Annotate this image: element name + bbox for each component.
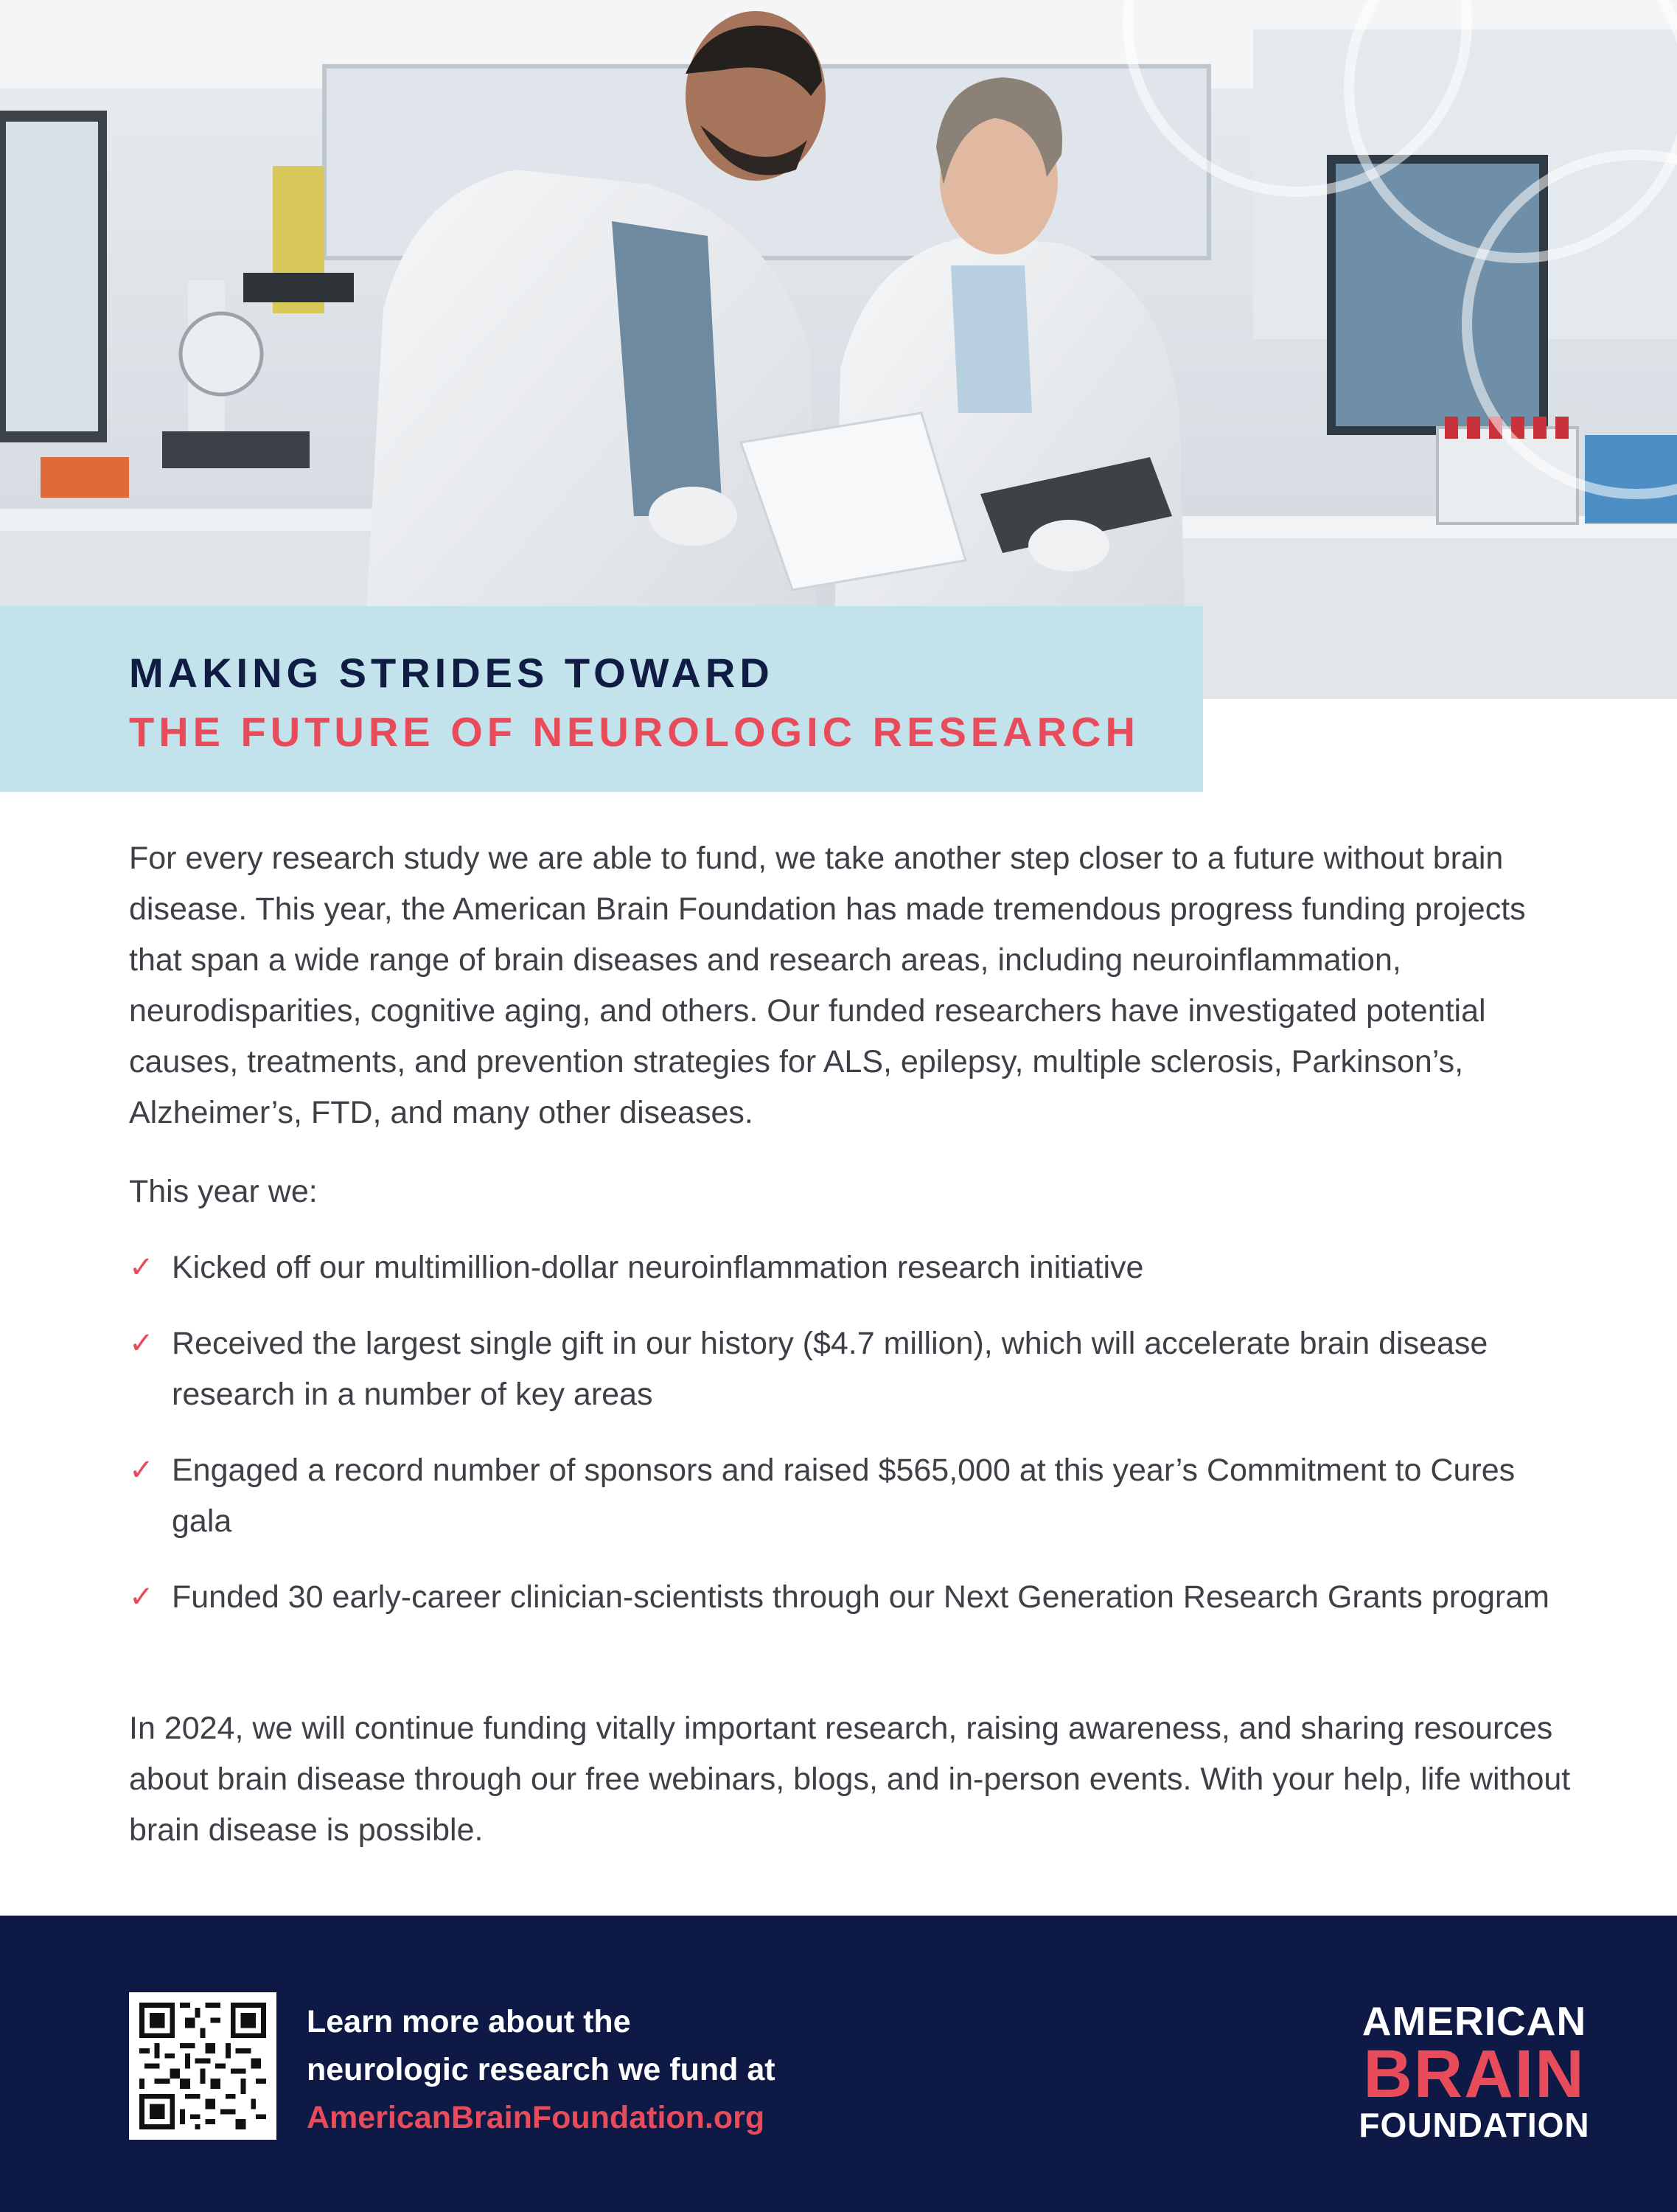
list-item [129, 1242, 1574, 1293]
checkmark-icon: ✓ [129, 1581, 154, 1613]
american-brain-foundation-logo [1342, 2000, 1607, 2144]
logo-brain: BRAIN [1363, 2037, 1586, 2112]
footer-cta-line1: Learn more about the [307, 2004, 631, 2039]
checkmark-icon: ✓ [129, 1327, 154, 1360]
qr-code-icon[interactable] [129, 1992, 276, 2140]
list-item-text: Received the largest single gift in our history ($4.7 million), which will accelerate brain disease research in a number of key areas [172, 1326, 1488, 1412]
checkmark-icon: ✓ [129, 1251, 154, 1284]
list-item [129, 1445, 1574, 1547]
website-link[interactable]: AmericanBrainFoundation.org [307, 2100, 765, 2135]
list-item [129, 1318, 1574, 1420]
page-title: MAKING STRIDES TOWARD [129, 650, 774, 696]
list-item-text: Kicked off our multimillion-dollar neuroinflammation research initiative [172, 1250, 1144, 1285]
hero-photo [0, 0, 1677, 699]
logo-foundation: FOUNDATION [1359, 2106, 1590, 2144]
list-item-text: Funded 30 early-career clinician-scientists through our Next Generation Research Grants program [172, 1579, 1549, 1615]
list-item [129, 1572, 1574, 1623]
list-item-text: Engaged a record number of sponsors and raised $565,000 at this year’s Commitment to Cures gala [172, 1453, 1516, 1539]
page-subtitle: THE FUTURE OF NEUROLOGIC RESEARCH [129, 709, 1140, 755]
checkmark-icon: ✓ [129, 1454, 154, 1486]
title-band [0, 606, 1203, 792]
this-year-label: This year we: [129, 1174, 318, 1209]
footer-cta [307, 1998, 970, 2142]
intro-paragraph: For every research study we are able to fund, we take another step closer to a future without brain disease. This year, the American Brain Foundation has made tremendous progress funding projects that span a wide range of brain diseases and research areas, including neuroinflammation, neurodisparities, cognitive aging, and others. Our funded researchers have investigated potential causes, treatments, and prevention strategies for ALS, epilepsy, multiple sclerosis, Parkinson’s, Alzheimer’s, FTD, and many other diseases. [129, 841, 1526, 1130]
accomplishments-list [129, 1242, 1574, 1648]
logo-american: AMERICAN [1362, 1998, 1587, 2044]
footer-cta-line2: neurologic research we fund at [307, 2052, 775, 2087]
closing-paragraph: In 2024, we will continue funding vitally important research, raising awareness, and sharing resources about brain disease through our free webinars, blogs, and in-person events. With your help, life without brain disease is possible. [129, 1711, 1571, 1848]
